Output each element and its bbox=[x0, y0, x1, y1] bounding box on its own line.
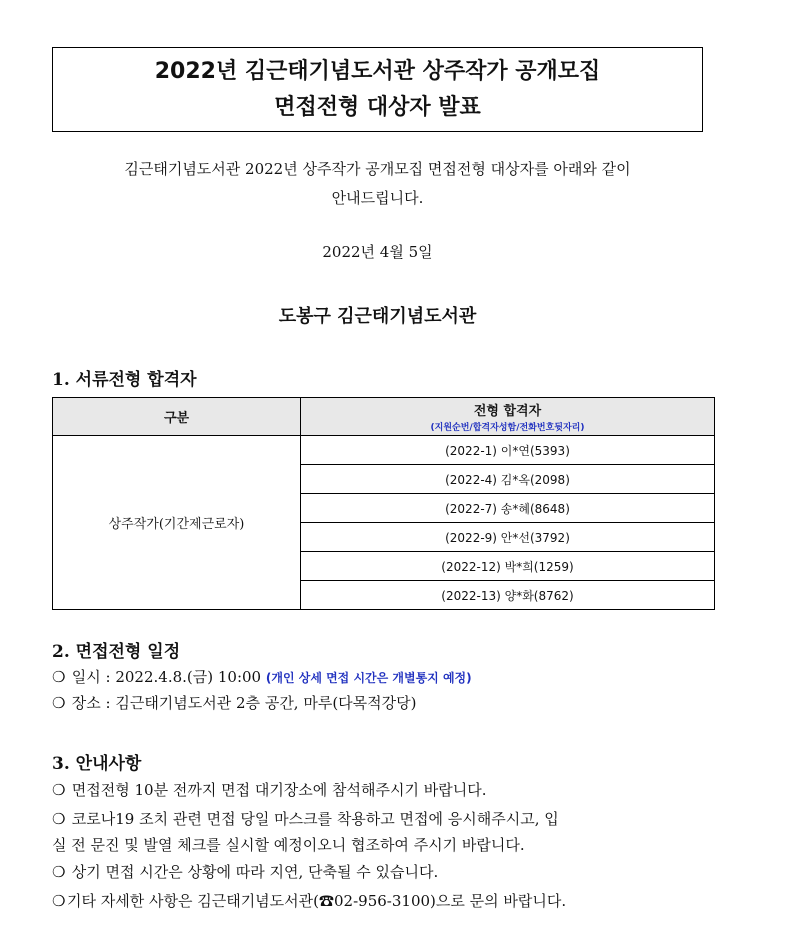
notice-item bbox=[52, 861, 438, 882]
schedule-time: 일시 : 2022.4.8.(금) 10:00 bbox=[67, 668, 266, 686]
schedule-place: 장소 : 김근태기념도서관 2층 공간, 마루(다목적강당) bbox=[67, 694, 417, 712]
title-line-2: 면접전형 대상자 발표 bbox=[274, 95, 481, 120]
bullet-circle-icon: ❍ bbox=[52, 892, 66, 910]
table-cell-passer: (2022-1) 이*연(5393) bbox=[301, 436, 715, 465]
table-cell-passer: (2022-9) 안*선(3792) bbox=[301, 523, 715, 552]
notice-item bbox=[52, 808, 559, 829]
bullet-circle-icon: ❍ bbox=[52, 863, 66, 881]
table-cell-passer: (2022-12) 박*희(1259) bbox=[301, 552, 715, 581]
notice-item-continued bbox=[52, 834, 525, 855]
table-cell-passer: (2022-4) 김*옥(2098) bbox=[301, 465, 715, 494]
title-box bbox=[52, 47, 703, 132]
schedule-time-note: (개인 상세 면접 시간은 개별통지 예정) bbox=[265, 671, 472, 685]
notice-text: 상기 면접 시간은 상황에 따라 지연, 단축될 수 있습니다. bbox=[67, 863, 439, 881]
table-header-row bbox=[53, 398, 715, 436]
notice-text: 실 전 문진 및 발열 체크를 실시할 예정이오니 협조하여 주시기 바랍니다. bbox=[52, 836, 525, 854]
bullet-circle-icon: ❍ bbox=[52, 668, 66, 686]
notice-text: 면접전형 10분 전까지 면접 대기장소에 참석해주시기 바랍니다. bbox=[67, 781, 487, 799]
announcement-date: 2022년 4월 5일 bbox=[322, 243, 433, 261]
bullet-circle-icon: ❍ bbox=[52, 810, 66, 828]
notice-text: 기타 자세한 사항은 김근태기념도서관(☎02-956-3100)으로 문의 바랍니다. bbox=[67, 892, 567, 910]
bullet-circle-icon: ❍ bbox=[52, 694, 66, 712]
title-line-1: 2022년 김근태기념도서관 상주작가 공개모집 bbox=[154, 59, 601, 84]
notice-text: 코로나19 조치 관련 면접 당일 마스크를 착용하고 면접에 응시해주시고, 입 bbox=[67, 810, 559, 828]
organization-name: 도봉구 김근태기념도서관 bbox=[278, 306, 477, 327]
bullet-circle-icon: ❍ bbox=[52, 781, 66, 799]
schedule-time-line bbox=[52, 666, 472, 687]
intro-line-2: 안내드립니다. bbox=[331, 189, 424, 207]
intro-line-1: 김근태기념도서관 2022년 상주작가 공개모집 면접전형 대상자를 아래와 같이 bbox=[124, 160, 631, 178]
notice-item bbox=[52, 779, 486, 800]
intro-text bbox=[52, 155, 703, 213]
table-cell-category: 상주작가(기간제근로자) bbox=[53, 436, 301, 610]
table-header-passers bbox=[301, 398, 715, 436]
schedule-place-line bbox=[52, 692, 416, 713]
table-header-category: 구분 bbox=[53, 398, 301, 436]
table-header-passers-sublabel: (지원순번/합격자성함/전화번호뒷자리) bbox=[430, 423, 585, 433]
table-row bbox=[53, 436, 715, 465]
result-table bbox=[52, 397, 715, 610]
section-1-heading: 1. 서류전형 합격자 bbox=[52, 370, 197, 390]
section-2-heading: 2. 면접전형 일정 bbox=[52, 642, 181, 662]
table-cell-passer: (2022-7) 송*혜(8648) bbox=[301, 494, 715, 523]
section-3-heading: 3. 안내사항 bbox=[52, 754, 142, 774]
table-header-passers-label: 전형 합격자 bbox=[473, 404, 542, 419]
table-cell-passer: (2022-13) 양*화(8762) bbox=[301, 581, 715, 610]
notice-item bbox=[52, 890, 566, 911]
